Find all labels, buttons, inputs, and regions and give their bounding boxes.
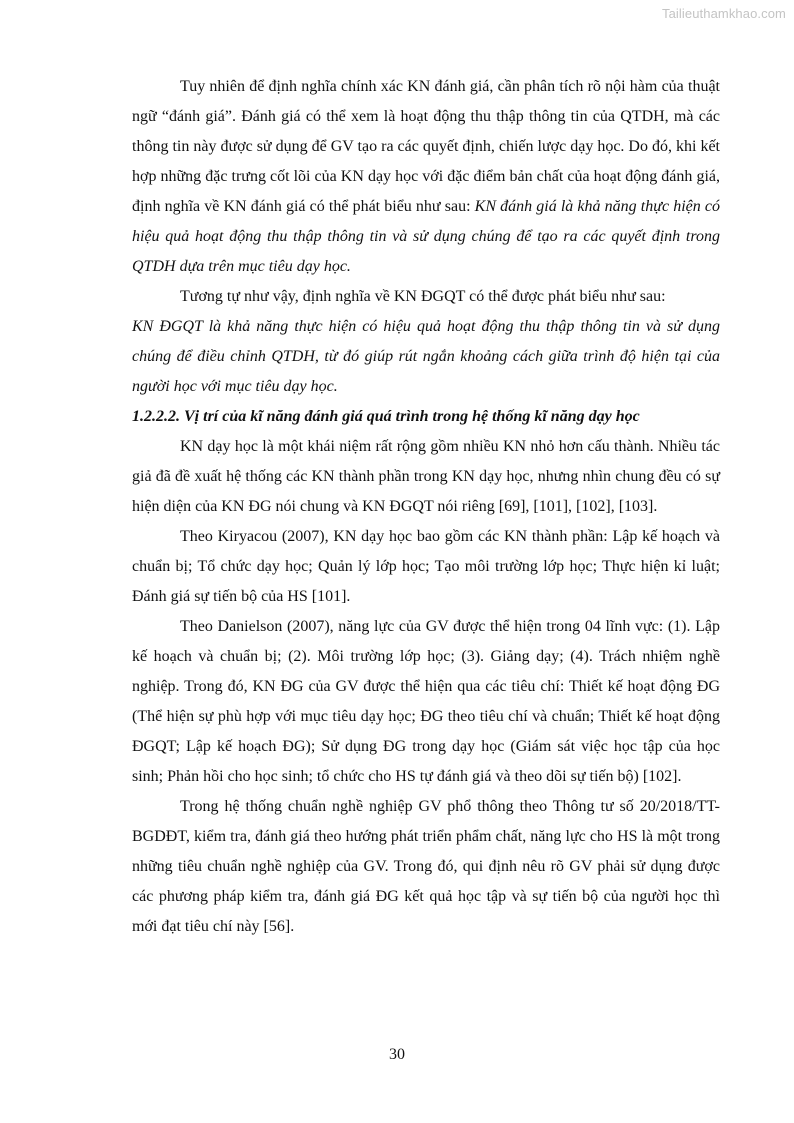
document-body (132, 72, 720, 942)
definition-italic: KN đánh giá là khả năng thực hiện có hiệu quả hoạt động thu thập thông tin và sử dụng chúng để tạo ra các quyết định trong QTDH dựa trên mục tiêu dạy học. (132, 198, 720, 275)
paragraph-danielson: Theo Danielson (2007), năng lực của GV được thể hiện trong 04 lĩnh vực: (1). Lập kế hoạch và chuẩn bị; (2). Môi trường lớp học; (3). Giảng dạy; (4). Trách nhiệm nghề nghiệp. Trong đó, KN ĐG của GV được thể hiện qua các tiêu chí: Thiết kế hoạt động ĐG (Thể hiện sự phù hợp với mục tiêu dạy học; ĐG theo tiêu chí và chuẩn; Thiết kế hoạt động ĐGQT; Lập kế hoạch ĐG); Sử dụng ĐG trong dạy học (Giám sát việc học tập của học sinh; Phản hồi cho học sinh; tổ chức cho HS tự đánh giá và theo dõi sự tiến bộ) [102]. (132, 618, 720, 785)
paragraph-definition-assessment (132, 72, 720, 282)
paragraph-teaching-skills: KN dạy học là một khái niệm rất rộng gồm nhiều KN nhỏ hơn cấu thành. Nhiều tác giả đã đề xuất hệ thống các KN thành phần trong KN dạy học, nhưng nhìn chung đều có sự hiện diện của KN ĐG nói chung và KN ĐGQT nói riêng [69], [101], [102], [103]. (132, 438, 720, 515)
paragraph-text: Tuy nhiên để định nghĩa chính xác KN đánh giá, cần phân tích rõ nội hàm của thuật ngữ “đánh giá”. Đánh giá có thể xem là hoạt động thu thập thông tin của QTDH, mà các thông tin này được sử dụng để GV tạo ra các quyết định, chiến lược dạy học. Do đó, khi kết hợp những đặc trưng cốt lõi của KN dạy học với đặc điểm bản chất của hoạt động đánh giá, định nghĩa về KN đánh giá có thể phát biểu như sau: (132, 78, 720, 215)
section-heading: 1.2.2.2. Vị trí của kĩ năng đánh giá quá trình trong hệ thống kĩ năng dạy học (132, 408, 640, 425)
watermark: Tailieuthamkhao.com (661, 6, 786, 21)
page-number: 30 (389, 1046, 405, 1063)
paragraph-standards: Trong hệ thống chuẩn nghề nghiệp GV phổ thông theo Thông tư số 20/2018/TT-BGDĐT, kiểm tra, đánh giá theo hướng phát triển phẩm chất, năng lực cho HS là một trong những tiêu chuẩn nghề nghiệp của GV. Trong đó, qui định nêu rõ GV phải sử dụng được các phương pháp kiểm tra, đánh giá ĐG kết quả học tập và sự tiến bộ của người học thì mới đạt tiêu chí này [56]. (132, 798, 720, 935)
definition-formative-italic: KN ĐGQT là khả năng thực hiện có hiệu quả hoạt động thu thập thông tin và sử dụng chúng để điều chỉnh QTDH, từ đó giúp rút ngắn khoảng cách giữa trình độ hiện tại của người học với mục tiêu dạy học. (132, 318, 720, 395)
paragraph-definition-formative: Tương tự như vậy, định nghĩa về KN ĐGQT có thể được phát biểu như sau: (180, 288, 666, 305)
paragraph-kiryacou: Theo Kiryacou (2007), KN dạy học bao gồm các KN thành phần: Lập kế hoạch và chuẩn bị; Tổ chức dạy học; Quản lý lớp học; Tạo môi trường lớp học; Thực hiện kỉ luật; Đánh giá sự tiến bộ của HS [101]. (132, 528, 720, 605)
